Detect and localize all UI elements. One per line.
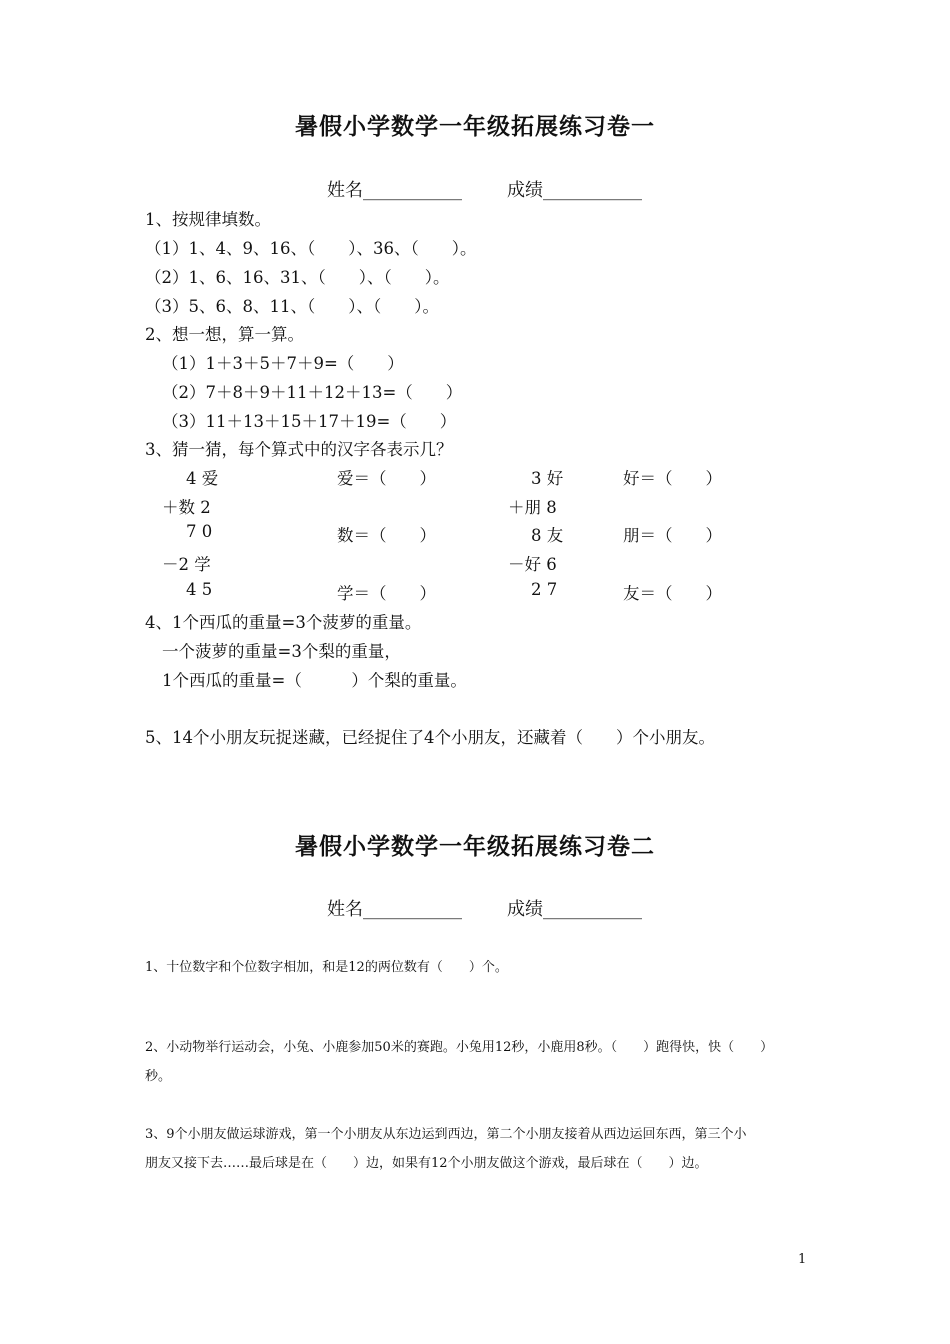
q3-left-answer: 爱＝（ ） [337,469,436,488]
q5-line: 5、14个小朋友玩捉迷藏，已经捉住了4个小朋友，还藏着（ ）个小朋友。 [145,728,715,747]
page-number: 1 [798,1252,807,1267]
q3-left-row: 4 5 [186,580,213,599]
q2-item: （1）1＋3＋5＋7＋9=（ ） [162,354,404,373]
q3-left-row: 4 爱 [186,469,219,488]
q3-right-row: 8 友 [531,526,564,545]
q3-right-row: ＋朋 8 [508,498,557,517]
q3-right-answer: 友＝（ ） [623,584,722,603]
q4-line: 1个西瓜的重量=（ ）个梨的重量。 [162,671,467,690]
sheet2-title: 暑假小学数学一年级拓展练习卷二 [295,833,655,860]
q1-heading: 1、按规律填数。 [145,210,271,229]
q2-item: （3）11＋13＋15＋17＋19=（ ） [162,412,457,431]
q3-left-answer: 数＝（ ） [337,526,436,545]
q1-item: （3）5、6、8、11、（ ）、（ ）。 [145,297,439,316]
q3-left-answer: 学＝（ ） [337,584,436,603]
q4-line: 一个菠萝的重量=3个梨的重量， [162,642,401,661]
q2-item: （2）7＋8＋9＋11＋12＋13=（ ） [162,383,463,402]
q3-left-row: 7 0 [186,522,213,541]
q3-right-row: 3 好 [531,469,564,488]
q1-item: （1）1、4、9、16、（ ）、36、（ ）。 [145,239,477,258]
sheet1-title: 暑假小学数学一年级拓展练习卷一 [295,113,655,140]
sheet1-name-field: 姓名___________ [327,180,462,201]
q3-right-answer: 朋＝（ ） [623,526,722,545]
q1-item: （2）1、6、16、31、（ ）、（ ）。 [145,268,450,287]
q4-line: 4、1个西瓜的重量=3个菠萝的重量。 [145,613,422,632]
sheet1-score-field: 成绩___________ [507,180,642,201]
sheet2-name-field: 姓名___________ [327,899,462,920]
q3-right-row: 2 7 [531,580,558,599]
s2-q3-line: 3、9个小朋友做运球游戏，第一个小朋友从东边运到西边，第二个小朋友接着从西边运回东西，第三个小 [145,1127,747,1142]
s2-q3-line: 朋友又接下去……最后球是在（ ）边，如果有12个小朋友做这个游戏，最后球在（ ）边。 [145,1156,708,1171]
q3-left-row: －2 学 [162,555,211,574]
s2-q2-line: 秒。 [145,1069,172,1084]
s2-q2-line: 2、小动物举行运动会，小兔、小鹿参加50米的赛跑。小兔用12秒，小鹿用8秒。（ ）跑得快，快（ ） [145,1040,774,1055]
q3-left-row: ＋数 2 [162,498,211,517]
q3-right-row: －好 6 [508,555,557,574]
q2-heading: 2、想一想，算一算。 [145,325,304,344]
q3-heading: 3、猜一猜，每个算式中的汉字各表示几？ [145,440,453,459]
s2-q1-line: 1、十位数字和个位数字相加，和是12的两位数有（ ）个。 [145,960,508,975]
q3-right-answer: 好＝（ ） [623,469,722,488]
sheet2-score-field: 成绩___________ [507,899,642,920]
